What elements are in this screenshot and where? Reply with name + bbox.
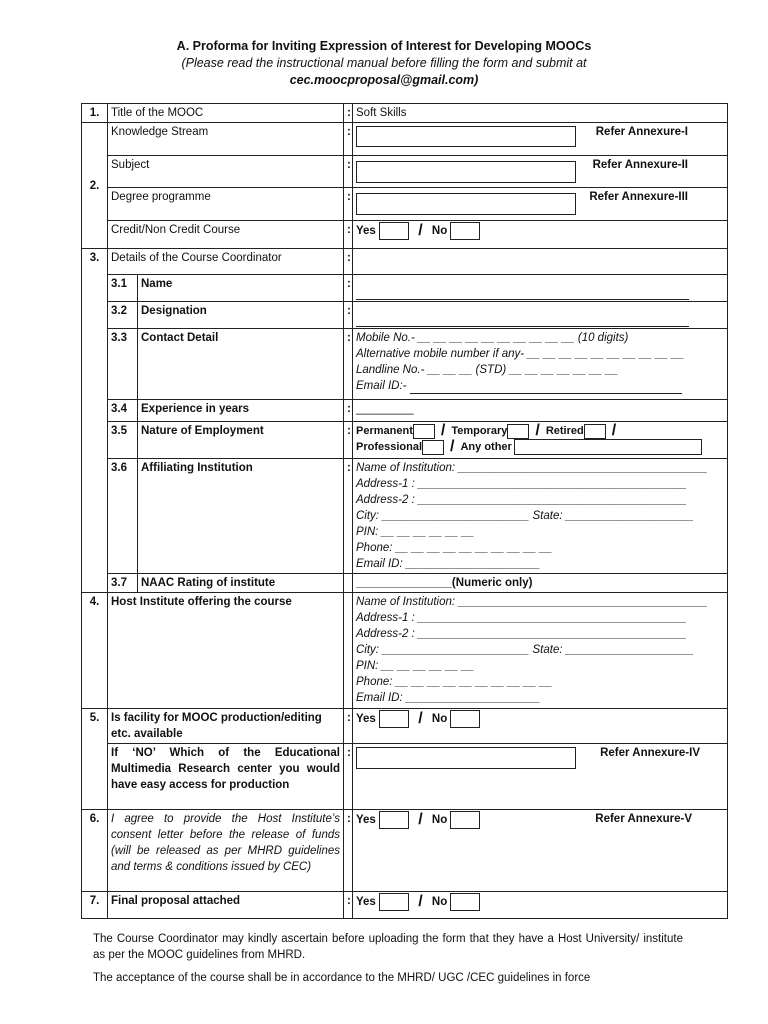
contact-detail bbox=[353, 329, 728, 400]
field-label: If ‘NO’ Which of the Educational Multimedia Research center you would have easy access for production bbox=[108, 744, 344, 810]
row-number: 7. bbox=[82, 892, 108, 919]
table-row: 3.3 Contact Detail : Mobile No.- __ __ __ __ __ __ __ __ __ __ (10 digits) Alternative mobile number if any- __ __ __ __ __ __ __ __ __ __ Landline No.- __ __ __ (STD) __ __ __ __ __ __ __ Email ID:- bbox=[82, 329, 728, 400]
table-row: Credit/Non Credit Course : Yes / No bbox=[82, 221, 728, 249]
field-label: Degree programme bbox=[108, 188, 344, 221]
field-label: Knowledge Stream bbox=[108, 123, 344, 156]
row-number: 2. bbox=[82, 123, 108, 249]
email-field[interactable]: Email ID:- bbox=[356, 378, 724, 394]
table-row: If ‘NO’ Which of the Educational Multimedia Research center you would have easy access for production : Refer Annexure-IV bbox=[82, 744, 728, 810]
field-label: Host Institute offering the course bbox=[108, 593, 344, 709]
table-row: 3.4 Experience in years : _________ bbox=[82, 400, 728, 422]
employment-options: Permanent / Temporary / Retired / Professional / Any other bbox=[353, 422, 728, 459]
row-number: 4. bbox=[82, 593, 108, 709]
submission-email: cec.moocproposal@gmail.com) bbox=[289, 73, 479, 87]
annexure-ref: Refer Annexure-IV bbox=[600, 747, 700, 759]
designation-line[interactable] bbox=[356, 314, 689, 327]
facility-no-checkbox[interactable] bbox=[450, 710, 480, 728]
table-row: 1. Title of the MOOC : Soft Skills bbox=[82, 104, 728, 123]
consent-no-checkbox[interactable] bbox=[450, 811, 480, 829]
row-number: 6. bbox=[82, 810, 108, 892]
field-label: Subject bbox=[108, 156, 344, 188]
proforma-table bbox=[81, 103, 728, 919]
table-row: 3.7 NAAC Rating of institute _______________(Numeric only) bbox=[82, 574, 728, 593]
experience-field[interactable]: _________ bbox=[353, 400, 728, 422]
table-row: 3. Details of the Course Coordinator : bbox=[82, 249, 728, 275]
credit-no-checkbox[interactable] bbox=[450, 222, 480, 240]
table-row bbox=[82, 593, 728, 709]
landline-field[interactable]: Landline No.- __ __ __ (STD) __ __ __ __ __ __ __ bbox=[356, 364, 619, 376]
retired-checkbox[interactable] bbox=[584, 424, 606, 439]
table-row: 5. Is facility for MOOC production/editing etc. available : Yes / No bbox=[82, 709, 728, 744]
field-label: Contact Detail bbox=[138, 329, 344, 400]
professional-checkbox[interactable] bbox=[422, 440, 444, 455]
footer-note-1: The Course Coordinator may kindly ascertain before uploading the form that they have a Host University/ institute as per the MOOC guidelines from MHRD. bbox=[93, 933, 683, 961]
name-line[interactable] bbox=[356, 287, 689, 300]
temporary-checkbox[interactable] bbox=[507, 424, 529, 439]
alt-mobile-field[interactable]: Alternative mobile number if any- __ __ __ __ __ __ __ __ __ __ bbox=[356, 348, 684, 360]
field-label: Final proposal attached bbox=[108, 892, 344, 919]
knowledge-stream-input[interactable] bbox=[356, 126, 576, 147]
annexure-ref: Refer Annexure-I bbox=[595, 126, 688, 138]
field-label: Affiliating Institution bbox=[138, 459, 344, 574]
table-row: 7. Final proposal attached : Yes / No bbox=[82, 892, 728, 919]
field-label: Is facility for MOOC production/editing etc. available bbox=[108, 709, 344, 744]
host-address: Name of Institution: _______________________________________ Address-1 : __________________________________________ Address-2 : __________________________________________ City: _______________________ State: ____________________ PIN: __ __ __ __ __ __ Phone: __ __ __ __ __ __ __ __ __ __ Email ID: _____________________ bbox=[353, 593, 728, 709]
table-row: Degree programme : Refer Annexure-III bbox=[82, 188, 728, 221]
field-label: NAAC Rating of institute bbox=[138, 574, 344, 593]
field-label: Name bbox=[138, 275, 344, 302]
table-row: Subject : Refer Annexure-II bbox=[82, 156, 728, 188]
field-label: Credit/Non Credit Course bbox=[108, 221, 344, 249]
table-row: 2. Knowledge Stream : Refer Annexure-I bbox=[82, 123, 728, 156]
credit-yes-checkbox[interactable] bbox=[379, 222, 409, 240]
form-title: A. Proforma for Inviting Expression of Interest for Developing MOOCs bbox=[176, 39, 592, 53]
naac-rating-field[interactable]: _______________(Numeric only) bbox=[353, 574, 728, 593]
mooc-title-value: Soft Skills bbox=[353, 104, 728, 123]
proposal-no-checkbox[interactable] bbox=[450, 893, 480, 911]
subject-input[interactable] bbox=[356, 161, 576, 183]
annexure-ref: Refer Annexure-II bbox=[592, 159, 688, 171]
table-row: 3.5 Nature of Employment : Permanent / Temporary / Retired / Professional / Any other bbox=[82, 422, 728, 459]
field-label: I agree to provide the Host Institute’s consent letter before the release of funds (will be released as per MHRD guidelines and terms & conditions issued by CEC) bbox=[108, 810, 344, 892]
table-row: 3.6 Affiliating Institution : Name of Institution: _______________________________________ Address-1 : __________________________________________ Address-2 : __________________________________________ City: _______________________ State: ____________________ PIN: __ __ __ __ __ __ Phone: __ __ __ __ __ __ __ __ __ __ Email ID: _____________________ bbox=[82, 459, 728, 574]
permanent-checkbox[interactable] bbox=[413, 424, 435, 439]
field-label: Nature of Employment bbox=[138, 422, 344, 459]
degree-programme-input[interactable] bbox=[356, 193, 576, 215]
any-other-input[interactable] bbox=[514, 439, 702, 455]
mobile-field[interactable]: Mobile No.- __ __ __ __ __ __ __ __ __ __ (10 digits) bbox=[356, 332, 629, 344]
footer-note-2: The acceptance of the course shall be in accordance to the MHRD/ UGC /CEC guidelines in force bbox=[93, 972, 591, 984]
research-center-input[interactable] bbox=[356, 747, 576, 769]
facility-yes-checkbox[interactable] bbox=[379, 710, 409, 728]
table-row: 6. I agree to provide the Host Institute’s consent letter before the release of funds (will be released as per MHRD guidelines and terms & conditions issued by CEC) : Yes / No Refer Annexure-V bbox=[82, 810, 728, 892]
field-label: Title of the MOOC bbox=[108, 104, 344, 123]
row-number: 3. bbox=[82, 249, 108, 593]
row-number: 5. bbox=[82, 709, 108, 810]
field-label: Designation bbox=[138, 302, 344, 329]
annexure-ref: Refer Annexure-III bbox=[589, 191, 688, 203]
table-row: 3.2 Designation : bbox=[82, 302, 728, 329]
row-number: 1. bbox=[82, 104, 108, 123]
field-label: Experience in years bbox=[138, 400, 344, 422]
proposal-yes-checkbox[interactable] bbox=[379, 893, 409, 911]
form-header bbox=[0, 38, 768, 89]
instruction-text: (Please read the instructional manual before filling the form and submit at bbox=[181, 56, 587, 70]
affiliating-address: Name of Institution: _______________________________________ Address-1 : __________________________________________ Address-2 : __________________________________________ City: _______________________ State: ____________________ PIN: __ __ __ __ __ __ Phone: __ __ __ __ __ __ __ __ __ __ Email ID: _____________________ bbox=[353, 459, 728, 574]
annexure-ref: Refer Annexure-V bbox=[595, 813, 692, 825]
consent-yes-checkbox[interactable] bbox=[379, 811, 409, 829]
field-label: Details of the Course Coordinator bbox=[108, 249, 344, 275]
table-row: 3.1 Name : bbox=[82, 275, 728, 302]
